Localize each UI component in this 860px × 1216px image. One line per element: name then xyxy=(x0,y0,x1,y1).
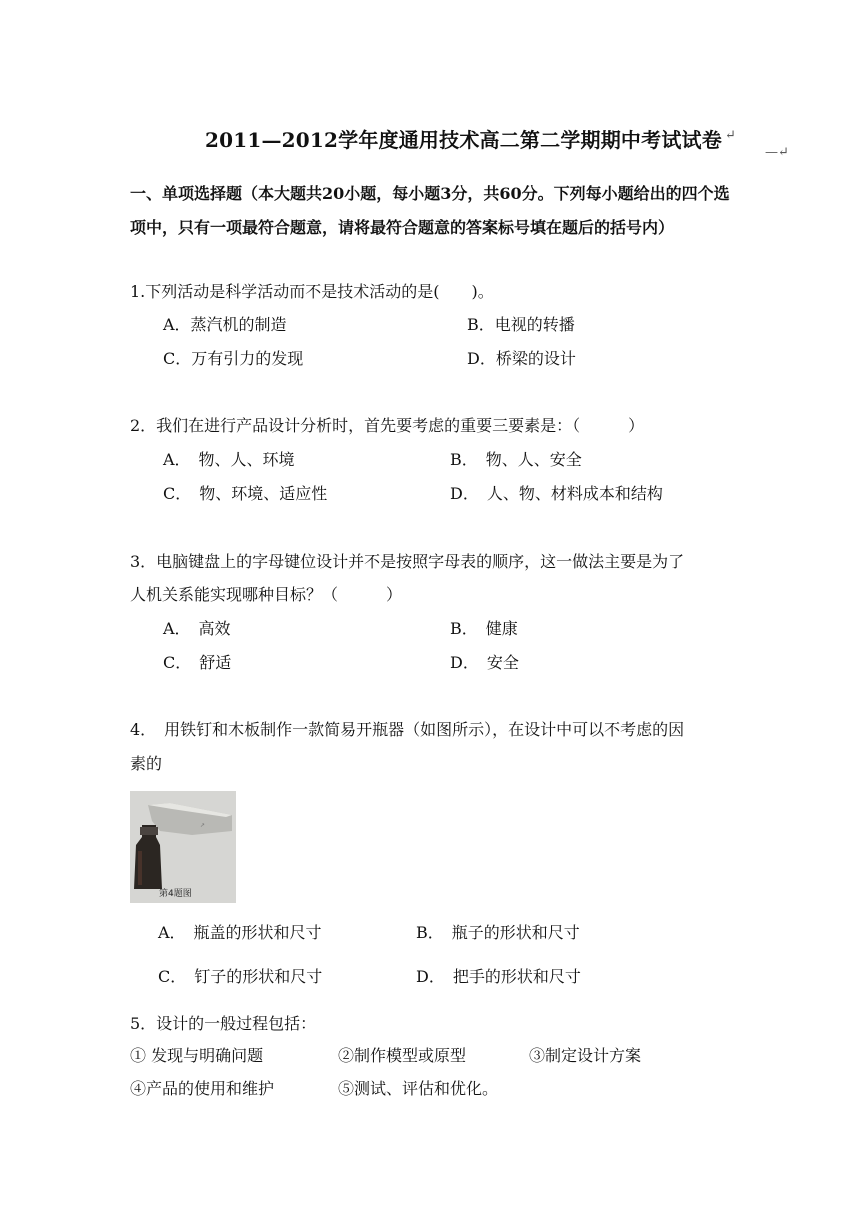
question-5-step-2: ②制作模型或原型 xyxy=(338,1046,467,1065)
svg-text:↗: ↗ xyxy=(200,822,206,829)
question-1-option-b: B．电视的转播 xyxy=(467,315,575,334)
section-heading: 一、单项选择题（本大题共20小题，每小题3分，共60分。下列每小题给出的四个选项中，只有一项最符合题意，请将最符合题意的答案标号填在题后的括号内） xyxy=(130,184,730,237)
question-3-option-c: C． 舒适 xyxy=(163,653,232,672)
question-4-option-c: C． 钉子的形状和尺寸 xyxy=(158,967,323,986)
question-1-option-a: A．蒸汽机的制造 xyxy=(163,315,287,334)
question-1-option-c: C．万有引力的发现 xyxy=(163,349,304,368)
question-2-option-a: A． 物、人、环境 xyxy=(163,450,295,469)
question-5-step-4: ④产品的使用和维护 xyxy=(130,1079,275,1098)
question-3-text-line-1: 3．电脑键盘上的字母键位设计并不是按照字母表的顺序，这一做法主要是为了 xyxy=(130,552,685,571)
question-5-step-5: ⑤测试、评估和优化。 xyxy=(338,1079,499,1098)
paragraph-mark: ↵ xyxy=(725,128,736,143)
question-3-option-a: A． 高效 xyxy=(163,619,231,638)
question-2-option-d: D． 人、物、材料成本和结构 xyxy=(450,484,663,503)
figure-caption: 第4题图 xyxy=(159,889,192,899)
question-5-text: 5．设计的一般过程包括： xyxy=(130,1014,317,1033)
exam-title: 2011—2012学年度通用技术高二第二学期期中考试试卷 xyxy=(205,128,722,152)
question-2-text: 2．我们在进行产品设计分析时，首先要考虑的重要三要素是：（ ） xyxy=(130,416,645,435)
question-2-option-b: B． 物、人、安全 xyxy=(450,450,582,469)
question-1-option-d: D．桥梁的设计 xyxy=(467,349,576,368)
question-4-text-line-1: 4． 用铁钉和木板制作一款简易开瓶器（如图所示），在设计中可以不考虑的因 xyxy=(130,720,685,739)
question-5-step-1: ① 发现与明确问题 xyxy=(130,1046,264,1065)
bottle-opener-figure xyxy=(130,791,236,903)
question-4-option-d: D． 把手的形状和尺寸 xyxy=(416,967,581,986)
question-3-text-line-2: 人机关系能实现哪种目标？（ ） xyxy=(130,585,403,604)
corner-mark: —↵ xyxy=(765,145,789,160)
question-5-step-3: ③制定设计方案 xyxy=(529,1046,642,1065)
question-4-text-line-2: 素的 xyxy=(130,754,163,773)
question-4-option-a: A． 瓶盖的形状和尺寸 xyxy=(158,923,322,942)
question-4-option-b: B． 瓶子的形状和尺寸 xyxy=(416,923,580,942)
question-1-text: 1.下列活动是科学活动而不是技术活动的是( )。 xyxy=(130,282,494,301)
question-2-option-c: C． 物、环境、适应性 xyxy=(163,484,328,503)
question-3-option-b: B． 健康 xyxy=(450,619,518,638)
question-3-option-d: D． 安全 xyxy=(450,653,519,672)
